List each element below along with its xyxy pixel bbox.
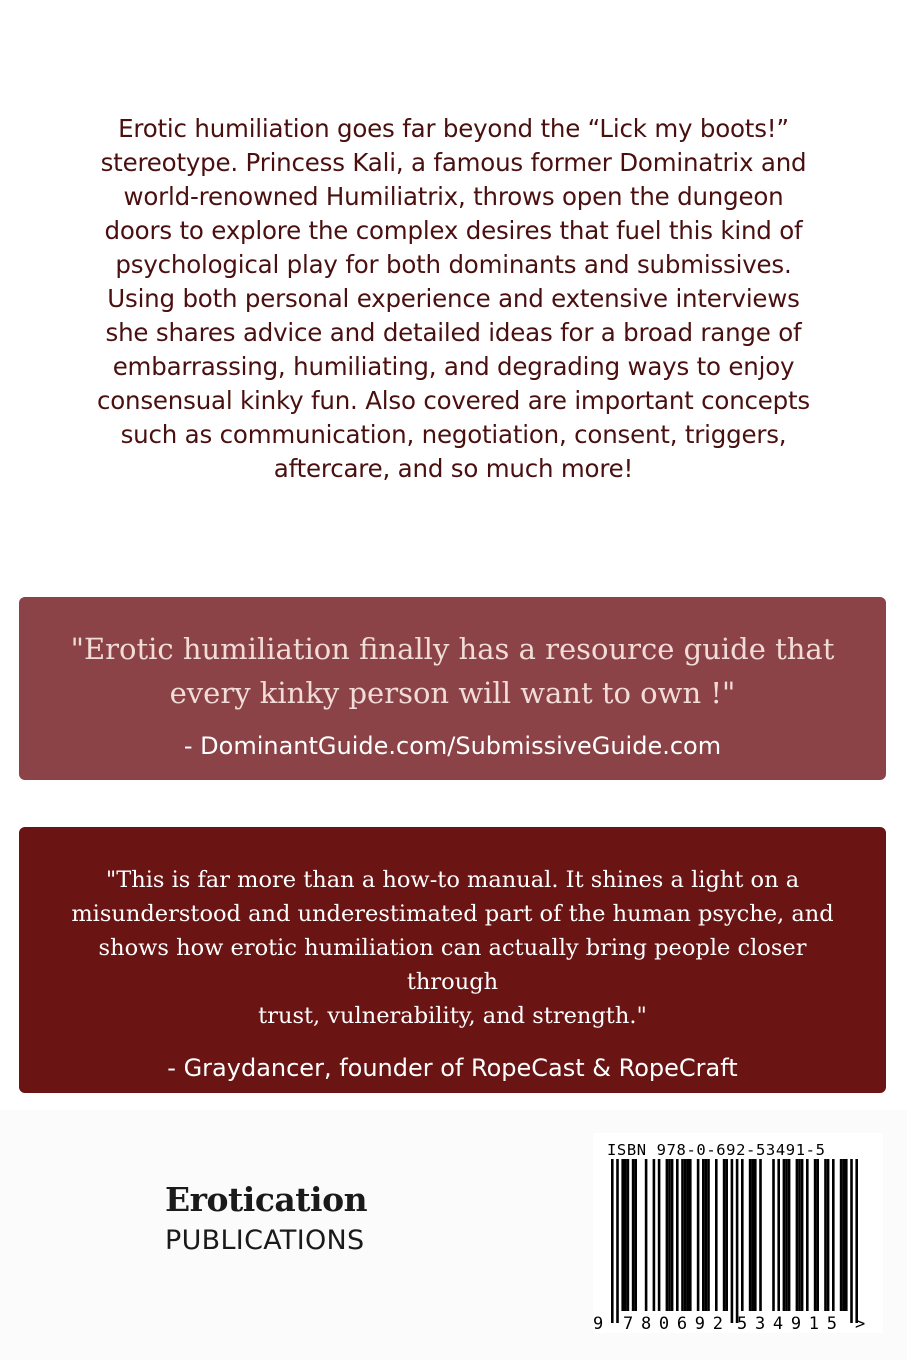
book-description — [40, 112, 867, 486]
description-line: Using both personal experience and extensive interviews — [107, 284, 800, 313]
barcode-bars — [611, 1159, 858, 1323]
review-quote-box-1 — [19, 597, 886, 780]
barcode-right-digits: 534915 — [737, 1314, 837, 1333]
barcode-bar — [684, 1159, 687, 1311]
barcode-bar — [689, 1159, 692, 1311]
quote-line: trust, vulnerability, and strength." — [258, 1003, 647, 1029]
barcode-bar — [707, 1159, 710, 1311]
description-line: such as communication, negotiation, consent, triggers, — [120, 420, 787, 449]
publisher-name: Erotication — [165, 1180, 368, 1219]
barcode-bar — [850, 1159, 853, 1323]
review-quote-1 — [63, 627, 843, 715]
barcode-bar — [754, 1159, 757, 1311]
barcode-bar — [705, 1159, 708, 1311]
review-quote-2 — [53, 863, 853, 1033]
quote-line: "Erotic humiliation finally has a resource guide that — [70, 632, 835, 666]
barcode-bar — [634, 1159, 637, 1311]
description-line: Erotic humiliation goes far beyond the “Lick my boots!” — [118, 114, 789, 143]
barcode-bar — [624, 1159, 627, 1311]
description-line: stereotype. Princess Kali, a famous former Dominatrix and — [100, 148, 807, 177]
barcode-bar — [736, 1159, 739, 1323]
barcode-bar — [731, 1159, 734, 1323]
barcode-bar — [676, 1159, 679, 1311]
barcode-bar — [759, 1159, 762, 1311]
barcode-bar — [723, 1159, 726, 1311]
barcode-bar — [806, 1159, 809, 1311]
barcode-bar — [668, 1159, 671, 1311]
barcode-bar — [681, 1159, 684, 1311]
description-line: psychological play for both dominants and submissives. — [115, 250, 792, 279]
barcode-bar — [827, 1159, 830, 1311]
description-line: embarrassing, humiliating, and degrading ways to enjoy — [112, 352, 795, 381]
barcode-left-digits: 780692 — [623, 1314, 723, 1333]
description-line: consensual kinky fun. Also covered are important concepts — [96, 386, 810, 415]
barcode-bar — [814, 1159, 817, 1311]
barcode-bar — [840, 1159, 843, 1311]
barcode-bar — [671, 1159, 674, 1311]
description-line: she shares advice and detailed ideas for a broad range of — [105, 318, 802, 347]
barcode-bar — [788, 1159, 791, 1311]
barcode-bar — [627, 1159, 630, 1311]
barcode-bar — [824, 1159, 827, 1311]
quote-line: every kinky person will want to own !" — [169, 676, 736, 710]
barcode-bar — [845, 1159, 848, 1311]
barcode-bar — [798, 1159, 801, 1311]
barcode-bar — [645, 1159, 648, 1311]
barcode-end-mark: > — [855, 1314, 866, 1333]
quote-line: "This is far more than a how-to manual. It shines a light on a — [105, 867, 800, 893]
review-attribution-2: - Graydancer, founder of RopeCast & RopeCraft — [167, 1054, 738, 1082]
barcode-bar — [666, 1159, 669, 1311]
isbn-label: ISBN 978-0-692-53491-5 — [607, 1141, 826, 1159]
barcode-bar — [653, 1159, 656, 1311]
barcode-bar — [686, 1159, 689, 1311]
barcode-bar — [621, 1159, 624, 1311]
barcode-bar — [616, 1159, 619, 1323]
barcode-bar — [783, 1159, 786, 1311]
publisher-subtitle: PUBLICATIONS — [165, 1225, 365, 1256]
barcode-bar — [785, 1159, 788, 1311]
barcode-bar — [796, 1159, 799, 1311]
barcode-bar — [658, 1159, 661, 1311]
barcode-bar — [855, 1159, 858, 1323]
quote-line: misunderstood and underestimated part of the human psyche, and — [71, 901, 834, 927]
barcode-bar — [697, 1159, 700, 1311]
barcode-bar — [832, 1159, 835, 1311]
barcode-bar — [702, 1159, 705, 1311]
barcode-bar — [725, 1159, 728, 1311]
isbn-barcode — [593, 1133, 883, 1333]
publisher-logo — [165, 1180, 415, 1258]
barcode-bar — [751, 1159, 754, 1311]
barcode-bar — [715, 1159, 718, 1311]
barcode-bar — [632, 1159, 635, 1311]
description-line: doors to explore the complex desires that fuel this kind of — [104, 216, 803, 245]
barcode-bar — [816, 1159, 819, 1311]
review-attribution-1: - DominantGuide.com/SubmissiveGuide.com — [183, 732, 722, 760]
quote-line: shows how erotic humiliation can actually bring people closer through — [98, 935, 807, 995]
barcode-bar — [749, 1159, 752, 1311]
barcode-bar — [741, 1159, 744, 1311]
barcode-bar — [611, 1159, 614, 1323]
barcode-graphic — [593, 1133, 883, 1333]
barcode-first-digit: 9 — [593, 1314, 604, 1333]
review-quote-box-2 — [19, 827, 886, 1093]
description-line: world-renowned Humiliatrix, throws open the dungeon — [123, 182, 784, 211]
description-line: aftercare, and so much more! — [273, 454, 634, 483]
barcode-bar — [772, 1159, 775, 1311]
barcode-bar — [842, 1159, 845, 1311]
barcode-bar — [777, 1159, 780, 1311]
barcode-bar — [801, 1159, 804, 1311]
